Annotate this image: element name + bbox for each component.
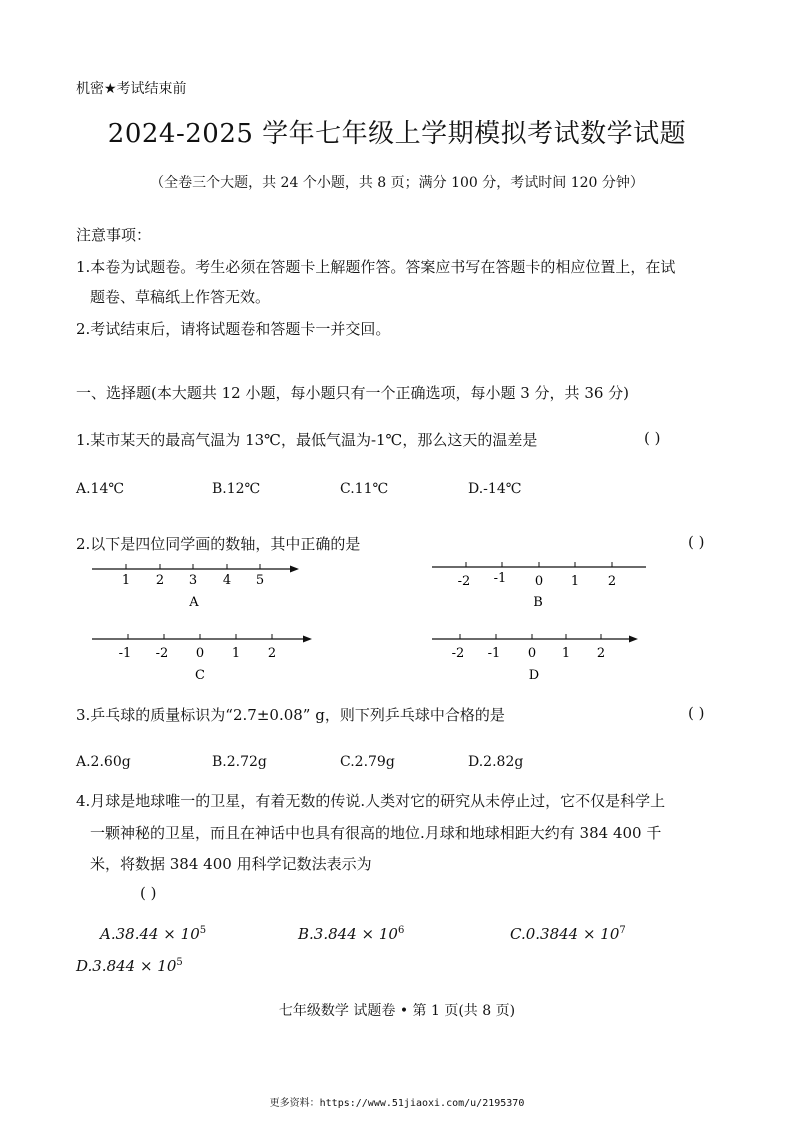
q1-option-d: D.-14℃ <box>468 481 522 497</box>
question-2-answer-paren: ( ) <box>688 533 705 551</box>
page-title: 2024-2025 学年七年级上学期模拟考试数学试题 <box>107 119 687 149</box>
axis-d-tick-label: 2 <box>596 646 606 661</box>
q4-option-a-exponent: 5 <box>199 925 207 936</box>
axis-a-tick-label: 5 <box>255 573 265 588</box>
q4-option-a <box>100 925 206 943</box>
q4-option-c <box>510 925 626 943</box>
axis-c-tick-label: 0 <box>195 646 205 661</box>
note-1-line-1: 1.本卷为试题卷。考生必须在答题卡上解题作答。答案应书写在答题卡的相应位置上，在试 <box>76 258 676 276</box>
axis-d-tick-label: 1 <box>561 646 571 661</box>
axis-d-tick-label: 0 <box>527 646 537 661</box>
axis-c-tick-label: 2 <box>267 646 277 661</box>
axis-c-tick-label: -1 <box>118 646 132 661</box>
axis-d-tick-label: -1 <box>487 646 501 661</box>
axis-b-tick-label: 2 <box>607 574 617 589</box>
question-4-answer-paren: ( ) <box>140 884 157 902</box>
q4-option-b-exponent: 6 <box>397 925 405 936</box>
number-line-d <box>432 634 638 683</box>
q4-option-b-base: B.3.844 × 10 <box>298 925 398 943</box>
axis-b-tick-label: 0 <box>534 574 544 589</box>
q3-option-d: D.2.82g <box>468 754 524 770</box>
question-3-text: 3.乒乓球的质量标识为“2.7±0.08” g，则下列乒乓球中合格的是 <box>76 706 505 724</box>
question-1-text: 1.某市某天的最高气温为 13℃，最低气温为-1℃，那么这天的温差是 <box>76 431 538 449</box>
axis-b-tick-label: -1 <box>493 571 507 586</box>
notes-heading: 注意事项： <box>76 226 152 244</box>
q3-option-c: C.2.79g <box>340 754 395 770</box>
number-line-b <box>432 562 646 610</box>
question-2-text: 2.以下是四位同学画的数轴，其中正确的是 <box>76 535 361 553</box>
question-4-line-2: 一颗神秘的卫星，而且在神话中也具有很高的地位.月球和地球相距大约有 384 400 千 <box>90 824 662 842</box>
page-footer: 七年级数学 试题卷 • 第 1 页(共 8 页) <box>278 1003 516 1019</box>
question-1-answer-paren: ( ) <box>644 429 661 447</box>
number-line-c <box>92 634 312 683</box>
q4-option-d-exponent: 5 <box>176 957 183 968</box>
axis-a-tick-label: 3 <box>188 573 198 588</box>
axis-a-tick-label: 2 <box>155 573 165 588</box>
axis-d-tick-label: -2 <box>451 646 465 661</box>
note-1-line-2: 题卷、草稿纸上作答无效。 <box>90 288 271 306</box>
axis-a-tick-label: 4 <box>222 573 232 588</box>
axis-a-letter: A <box>189 595 199 610</box>
confidential-mark: 机密★考试结束前 <box>76 81 187 97</box>
q4-option-b <box>298 925 404 943</box>
question-4-line-3: 米，将数据 384 400 用科学记数法表示为 <box>90 855 372 873</box>
note-2: 2.考试结束后，请将试题卷和答题卡一并交回。 <box>76 320 391 338</box>
q4-option-d <box>76 957 183 975</box>
section-heading: 一、选择题(本大题共 12 小题，每小题只有一个正确选项，每小题 3 分，共 36 分) <box>76 384 630 402</box>
q4-option-c-base: C.0.3844 × 10 <box>510 925 620 943</box>
number-line-figures <box>0 555 794 690</box>
axis-b-tick-label: -2 <box>457 574 471 589</box>
axis-b-letter: B <box>533 595 543 610</box>
q1-option-a: A.14℃ <box>76 481 125 497</box>
q1-option-b: B.12℃ <box>212 481 261 497</box>
axis-c-letter: C <box>195 668 205 683</box>
axis-d-letter: D <box>528 668 540 683</box>
number-line-a <box>92 564 299 610</box>
source-link[interactable]: 更多资料：https://www.51jiaoxi.com/u/2195370 <box>269 1098 525 1109</box>
q1-option-c: C.11℃ <box>340 481 389 497</box>
axis-c-tick-label: 1 <box>231 646 241 661</box>
axis-a-tick-label: 1 <box>121 573 131 588</box>
axis-c-tick-label: -2 <box>155 646 169 661</box>
question-4-line-1: 4.月球是地球唯一的卫星，有着无数的传说.人类对它的研究从未停止过，它不仅是科学上 <box>76 792 666 810</box>
q4-option-c-exponent: 7 <box>619 925 626 936</box>
q4-option-a-base: A.38.44 × 10 <box>100 925 200 943</box>
q3-option-b: B.2.72g <box>212 754 267 770</box>
q3-option-a: A.2.60g <box>76 754 131 770</box>
question-3-answer-paren: ( ) <box>688 704 705 722</box>
exam-info: （全卷三个大题，共 24 个小题，共 8 页；满分 100 分，考试时间 120 分钟） <box>150 175 644 191</box>
q4-option-d-base: D.3.844 × 10 <box>76 957 177 975</box>
axis-b-tick-label: 1 <box>570 574 580 589</box>
